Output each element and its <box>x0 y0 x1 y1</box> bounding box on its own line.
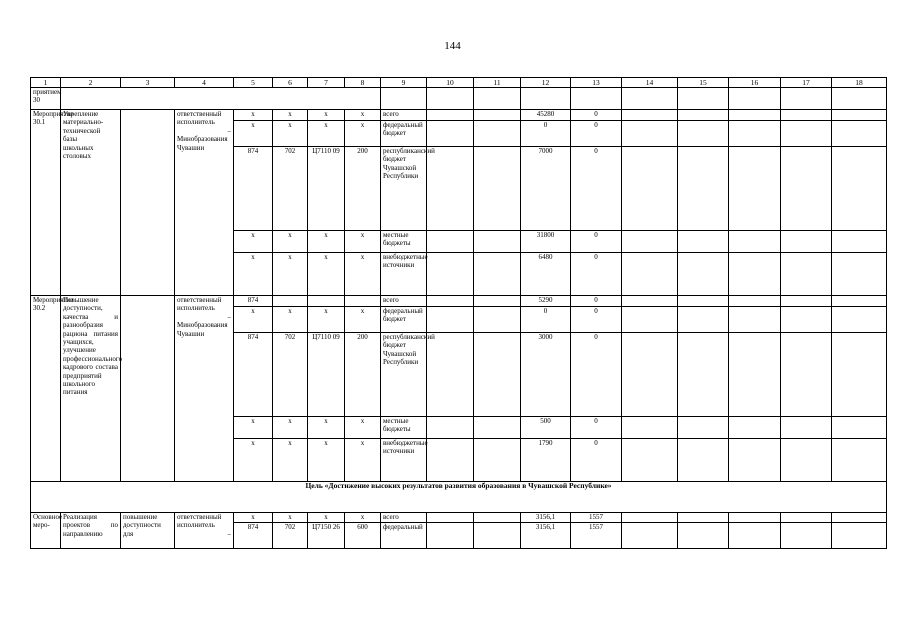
empty-cell <box>678 110 729 121</box>
col-number: 16 <box>729 78 781 88</box>
goal-heading: Цель «Достижение высоких результатов развития образования в Чувашской Республике» <box>31 482 887 513</box>
cell-csr: x <box>308 253 345 296</box>
col-number: 17 <box>781 78 832 88</box>
cell-source: всего <box>381 513 427 523</box>
cell-rzpr: 702 <box>273 147 308 231</box>
table-row <box>31 110 887 121</box>
cell-rzpr: x <box>273 253 308 296</box>
cell-vr: 200 <box>345 147 381 231</box>
empty-cell <box>381 88 427 110</box>
empty-cell <box>729 333 781 417</box>
empty-cell <box>427 333 474 417</box>
cell-value: 0 <box>521 121 571 147</box>
cell-value: 3000 <box>521 333 571 417</box>
cell-value: 0 <box>571 417 622 439</box>
empty-cell <box>729 417 781 439</box>
empty-cell <box>427 88 474 110</box>
empty-cell <box>781 417 832 439</box>
empty-cell <box>427 253 474 296</box>
cell-value: 0 <box>571 333 622 417</box>
header-row <box>31 78 887 88</box>
measure-responsible: ответственный исполнитель – Минобразования Чувашии <box>175 110 234 296</box>
empty-cell <box>474 513 521 523</box>
empty-cell <box>474 333 521 417</box>
cell-csr: x <box>308 439 345 482</box>
empty-cell <box>622 231 678 253</box>
cell-value: 0 <box>571 110 622 121</box>
cell-value: 0 <box>571 231 622 253</box>
empty-cell <box>678 439 729 482</box>
empty-cell <box>622 296 678 307</box>
continuation-row <box>31 88 887 110</box>
cell-rzpr: x <box>273 513 308 523</box>
empty-cell <box>832 333 887 417</box>
cell-value: 6480 <box>521 253 571 296</box>
cell-vr: x <box>345 417 381 439</box>
empty-cell <box>622 523 678 549</box>
cell-source: всего <box>381 296 427 307</box>
cell-source: всего <box>381 110 427 121</box>
col-number: 6 <box>273 78 308 88</box>
empty-cell <box>781 296 832 307</box>
cell-value: 3156,1 <box>521 523 571 549</box>
cell-value: 31800 <box>521 231 571 253</box>
cell-grbs: x <box>234 231 273 253</box>
cell-value: 7000 <box>521 147 571 231</box>
cell-grbs: x <box>234 253 273 296</box>
cell-csr: x <box>308 231 345 253</box>
empty-cell <box>622 417 678 439</box>
empty-cell <box>678 88 729 110</box>
empty-cell <box>729 307 781 333</box>
empty-cell <box>781 231 832 253</box>
cell-csr <box>308 296 345 307</box>
empty-cell <box>474 417 521 439</box>
cell-rzpr: x <box>273 121 308 147</box>
cell-value: 5290 <box>521 296 571 307</box>
empty-cell <box>832 88 887 110</box>
measure-responsible: ответственный исполнитель – Минобразования Чувашии <box>175 296 234 482</box>
empty-cell <box>678 147 729 231</box>
empty-cell <box>678 307 729 333</box>
cell-csr: x <box>308 110 345 121</box>
cell-source: республиканский бюджет Чувашской Республики <box>381 333 427 417</box>
cell-source: внебюджетные источники <box>381 439 427 482</box>
col-number: 11 <box>474 78 521 88</box>
cell-value: 500 <box>521 417 571 439</box>
col-number: 7 <box>308 78 345 88</box>
col-number: 8 <box>345 78 381 88</box>
col-number: 18 <box>832 78 887 88</box>
empty-cell <box>678 513 729 523</box>
cell-csr: x <box>308 417 345 439</box>
col-number: 2 <box>61 78 121 88</box>
cell-rzpr: x <box>273 110 308 121</box>
empty-cell <box>729 296 781 307</box>
measure-col3: повышение доступности для <box>121 513 175 549</box>
col-number: 15 <box>678 78 729 88</box>
empty-cell <box>832 513 887 523</box>
col-number: 10 <box>427 78 474 88</box>
cell-vr: x <box>345 253 381 296</box>
empty-cell <box>781 307 832 333</box>
empty-cell <box>781 439 832 482</box>
empty-cell <box>622 88 678 110</box>
empty-cell <box>427 110 474 121</box>
empty-cell <box>781 121 832 147</box>
empty-cell <box>678 333 729 417</box>
cell-csr: Ц7150 26 <box>308 523 345 549</box>
measure-name: Повышение доступности, качества и разнообразия рациона питания учащихся, улучшение профессионального кадрового состава предприятий школьного питания <box>61 296 121 482</box>
cell-value: 3156,1 <box>521 513 571 523</box>
cell-source: местные бюджеты <box>381 417 427 439</box>
cell-rzpr: x <box>273 417 308 439</box>
measure-name: Реализация проектов по направлению <box>61 513 121 549</box>
empty-cell <box>427 121 474 147</box>
col-number: 12 <box>521 78 571 88</box>
cell-rzpr: x <box>273 307 308 333</box>
empty-cell <box>832 121 887 147</box>
empty-cell <box>781 523 832 549</box>
col-number: 3 <box>121 78 175 88</box>
cell-grbs: x <box>234 513 273 523</box>
empty-cell <box>678 121 729 147</box>
empty-cell <box>474 88 521 110</box>
table-row <box>31 296 887 307</box>
cell-csr: x <box>308 307 345 333</box>
empty-cell <box>427 296 474 307</box>
empty-cell <box>832 523 887 549</box>
page-number: 144 <box>444 40 461 52</box>
empty-cell <box>781 333 832 417</box>
measure-code: Мероприятие 30.2 <box>31 296 61 482</box>
empty-cell <box>781 253 832 296</box>
empty-cell <box>61 88 381 110</box>
cell-vr: x <box>345 121 381 147</box>
cell-csr: Ц7110 09 <box>308 333 345 417</box>
empty-cell <box>729 88 781 110</box>
cell-rzpr: x <box>273 439 308 482</box>
empty-cell <box>832 110 887 121</box>
empty-cell <box>474 231 521 253</box>
cell-grbs: 874 <box>234 296 273 307</box>
cell-grbs: 874 <box>234 333 273 417</box>
empty-cell <box>678 231 729 253</box>
empty-cell <box>521 88 571 110</box>
empty-cell <box>832 147 887 231</box>
cell-source: республиканский бюджет Чувашской Республики <box>381 147 427 231</box>
col-number: 13 <box>571 78 622 88</box>
empty-cell <box>729 439 781 482</box>
empty-cell <box>622 513 678 523</box>
cell-vr: x <box>345 231 381 253</box>
measure-col3 <box>121 296 175 482</box>
cell-vr: 200 <box>345 333 381 417</box>
empty-cell <box>729 231 781 253</box>
measure-col3 <box>121 110 175 296</box>
cell-source: местные бюджеты <box>381 231 427 253</box>
empty-cell <box>427 513 474 523</box>
col-number: 1 <box>31 78 61 88</box>
cell-vr: 600 <box>345 523 381 549</box>
cell-grbs: x <box>234 110 273 121</box>
empty-cell <box>729 147 781 231</box>
empty-cell <box>474 296 521 307</box>
cell-source: федеральный бюджет <box>381 121 427 147</box>
empty-cell <box>729 523 781 549</box>
empty-cell <box>622 121 678 147</box>
empty-cell <box>427 307 474 333</box>
empty-cell <box>474 439 521 482</box>
empty-cell <box>678 417 729 439</box>
empty-cell <box>832 231 887 253</box>
cell-value: 0 <box>571 147 622 231</box>
empty-cell <box>832 296 887 307</box>
empty-cell <box>427 523 474 549</box>
empty-cell <box>678 296 729 307</box>
empty-cell <box>622 439 678 482</box>
col-number: 9 <box>381 78 427 88</box>
cell-grbs: x <box>234 439 273 482</box>
cell-csr: Ц7110 09 <box>308 147 345 231</box>
cell-vr: x <box>345 110 381 121</box>
cell-value: 0 <box>571 253 622 296</box>
empty-cell <box>427 231 474 253</box>
empty-cell <box>427 147 474 231</box>
empty-cell <box>474 253 521 296</box>
empty-cell <box>622 110 678 121</box>
cell-csr: x <box>308 121 345 147</box>
cell-source: федеральный <box>381 523 427 549</box>
col-number: 5 <box>234 78 273 88</box>
empty-cell <box>729 253 781 296</box>
empty-cell <box>427 417 474 439</box>
cell-value: 0 <box>521 307 571 333</box>
cell-value: 0 <box>571 307 622 333</box>
cell-csr: x <box>308 513 345 523</box>
cell-grbs: x <box>234 121 273 147</box>
empty-cell <box>729 513 781 523</box>
cell-grbs: x <box>234 307 273 333</box>
empty-cell <box>832 307 887 333</box>
col-number: 4 <box>175 78 234 88</box>
cell-value: 0 <box>571 439 622 482</box>
empty-cell <box>832 253 887 296</box>
empty-cell <box>427 439 474 482</box>
table-row <box>31 513 887 523</box>
empty-cell <box>729 121 781 147</box>
measure-responsible: ответственный исполнитель – <box>175 513 234 549</box>
cell-rzpr: 702 <box>273 523 308 549</box>
empty-cell <box>781 513 832 523</box>
cell-value: 1557 <box>571 523 622 549</box>
budget-table <box>30 77 887 549</box>
cell-vr <box>345 296 381 307</box>
empty-cell <box>622 333 678 417</box>
cell-grbs: x <box>234 417 273 439</box>
empty-cell <box>622 147 678 231</box>
empty-cell <box>571 88 622 110</box>
measure-name: Укрепление материально-технической базы школьных столовых <box>61 110 121 296</box>
empty-cell <box>832 439 887 482</box>
empty-cell <box>474 307 521 333</box>
empty-cell <box>781 110 832 121</box>
empty-cell <box>474 523 521 549</box>
cell-vr: x <box>345 439 381 482</box>
cell-value: 1790 <box>521 439 571 482</box>
empty-cell <box>729 110 781 121</box>
cell-vr: x <box>345 307 381 333</box>
cell-vr: x <box>345 513 381 523</box>
cell-grbs: 874 <box>234 147 273 231</box>
cell-source: внебюджетные источники <box>381 253 427 296</box>
measure-code: Мероприятие 30.1 <box>31 110 61 296</box>
cell-value: 1557 <box>571 513 622 523</box>
cell-value: 0 <box>571 121 622 147</box>
cell-grbs: 874 <box>234 523 273 549</box>
cell-rzpr: 702 <box>273 333 308 417</box>
empty-cell <box>781 88 832 110</box>
measure-code: Основное меро- <box>31 513 61 549</box>
empty-cell <box>474 147 521 231</box>
code-cell: приятием 30 <box>31 88 61 110</box>
empty-cell <box>678 253 729 296</box>
cell-rzpr <box>273 296 308 307</box>
empty-cell <box>678 523 729 549</box>
col-number: 14 <box>622 78 678 88</box>
cell-value: 45280 <box>521 110 571 121</box>
goal-row <box>31 482 887 513</box>
empty-cell <box>474 121 521 147</box>
cell-source: федеральный бюджет <box>381 307 427 333</box>
cell-value: 0 <box>571 296 622 307</box>
empty-cell <box>622 307 678 333</box>
empty-cell <box>474 110 521 121</box>
cell-rzpr: x <box>273 231 308 253</box>
empty-cell <box>781 147 832 231</box>
empty-cell <box>832 417 887 439</box>
empty-cell <box>622 253 678 296</box>
